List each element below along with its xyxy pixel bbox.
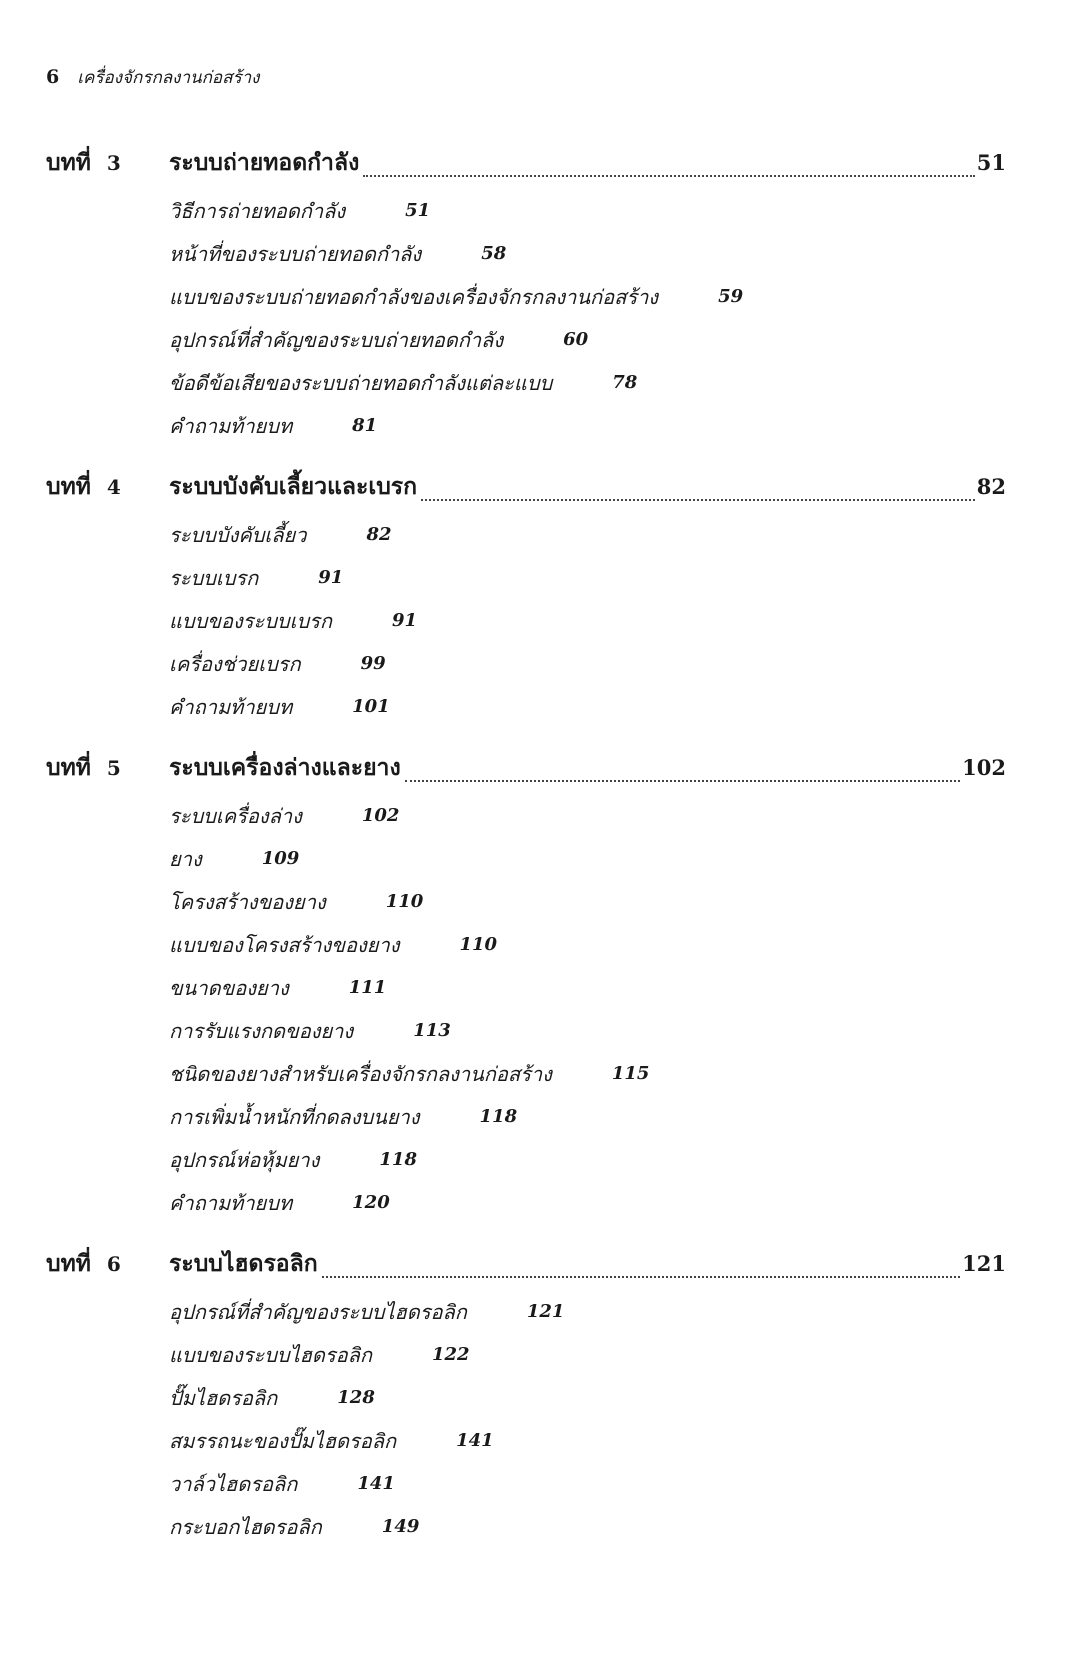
entry-page-number: 91 — [318, 567, 344, 588]
toc-entry — [169, 1095, 1006, 1138]
entry-page-number: 120 — [352, 1192, 390, 1213]
entry-page-number: 91 — [392, 610, 418, 631]
entry-title: โครงสร้างของยาง — [169, 889, 326, 914]
chapter-page-number: 121 — [962, 1251, 1006, 1276]
chapter-number: 3 — [106, 151, 121, 175]
chapter-heading — [46, 1246, 1006, 1290]
entry-page-number: 101 — [352, 696, 390, 717]
chapter-heading — [46, 750, 1006, 794]
entry-page-number: 58 — [481, 243, 507, 264]
chapter-number: 5 — [106, 756, 121, 780]
entry-title: ข้อดีข้อเสียของระบบถ่ายทอดกำลังแต่ละแบบ — [169, 370, 553, 395]
entry-title: คำถามท้ายบท — [169, 1190, 293, 1215]
chapter-number: 4 — [106, 475, 121, 499]
toc-entry — [169, 275, 1006, 318]
toc-entry — [169, 513, 1006, 556]
entry-title: ขนาดของยาง — [169, 975, 289, 1000]
entry-title: คำถามท้ายบท — [169, 413, 293, 438]
entry-page-number: 118 — [379, 1149, 417, 1170]
entry-page-number: 141 — [456, 1430, 494, 1451]
chapter-page-number: 82 — [976, 474, 1006, 499]
toc-entry — [169, 1505, 1006, 1548]
entry-page-number: 51 — [405, 200, 431, 221]
entry-list — [46, 513, 1006, 728]
entry-title: แบบของระบบไฮดรอลิก — [169, 1342, 372, 1367]
entry-title: อุปกรณ์ที่สำคัญของระบบไฮดรอลิก — [169, 1299, 467, 1324]
toc-entry — [169, 599, 1006, 642]
entry-page-number: 111 — [348, 977, 387, 998]
entry-title: ระบบเครื่องล่าง — [169, 803, 302, 828]
page-number: 6 — [46, 66, 60, 88]
chapter-label-word: บทที่ — [46, 754, 91, 781]
entry-page-number: 141 — [357, 1473, 395, 1494]
chapter-title: ระบบบังคับเลี้ยวและเบรก — [169, 474, 418, 500]
entry-list — [46, 189, 1006, 447]
entry-page-number: 82 — [366, 524, 392, 545]
chapter-label — [46, 1246, 169, 1282]
chapter-number: 6 — [106, 1252, 121, 1276]
toc-entry — [169, 404, 1006, 447]
entry-title: แบบของโครงสร้างของยาง — [169, 932, 400, 957]
entry-page-number: 110 — [385, 891, 424, 912]
chapter-heading — [46, 469, 1006, 513]
chapter-title: ระบบเครื่องล่างและยาง — [169, 755, 401, 781]
entry-title: หน้าที่ของระบบถ่ายทอดกำลัง — [169, 241, 422, 266]
entry-page-number: 81 — [352, 415, 378, 436]
entry-title: แบบของระบบเบรก — [169, 608, 332, 633]
chapter-heading — [46, 145, 1006, 189]
chapter-section — [46, 1246, 1006, 1548]
toc-entry — [169, 1419, 1006, 1462]
toc-entry — [169, 837, 1006, 880]
chapter-label — [46, 750, 169, 786]
entry-page-number: 78 — [612, 372, 638, 393]
dot-leader — [322, 1275, 961, 1278]
entry-title: กระบอกไฮดรอลิก — [169, 1514, 322, 1539]
entry-page-number: 115 — [611, 1063, 650, 1084]
entry-page-number: 121 — [526, 1301, 565, 1322]
toc-entry — [169, 880, 1006, 923]
entry-list — [46, 794, 1006, 1224]
entry-page-number: 99 — [360, 653, 386, 674]
chapter-page-number: 51 — [976, 150, 1006, 175]
toc-entry — [169, 556, 1006, 599]
entry-page-number: 128 — [337, 1387, 375, 1408]
toc-entry — [169, 361, 1006, 404]
entry-title: การรับแรงกดของยาง — [169, 1018, 354, 1043]
toc-entry — [169, 1181, 1006, 1224]
entry-title: การเพิ่มน้ำหนักที่กดลงบนยาง — [169, 1104, 420, 1129]
toc-entry — [169, 232, 1006, 275]
toc-entry — [169, 642, 1006, 685]
chapter-label — [46, 469, 169, 505]
entry-title: ปั๊มไฮดรอลิก — [169, 1385, 278, 1410]
toc-entry — [169, 794, 1006, 837]
entry-title: เครื่องช่วยเบรก — [169, 651, 301, 676]
toc-entry — [169, 923, 1006, 966]
dot-leader — [363, 174, 974, 177]
entry-title: คำถามท้ายบท — [169, 694, 293, 719]
entry-title: วาล์วไฮดรอลิก — [169, 1471, 298, 1496]
chapter-section — [46, 750, 1006, 1224]
toc-entry — [169, 1052, 1006, 1095]
chapter-title: ระบบถ่ายทอดกำลัง — [169, 150, 360, 176]
toc-entry — [169, 685, 1006, 728]
toc-entry — [169, 189, 1006, 232]
chapter-section — [46, 145, 1006, 447]
entry-title: สมรรถนะของปั๊มไฮดรอลิก — [169, 1428, 397, 1453]
chapter-page-number: 102 — [962, 755, 1006, 780]
toc-entry — [169, 1290, 1006, 1333]
entry-page-number: 110 — [459, 934, 498, 955]
entry-page-number: 102 — [361, 805, 400, 826]
chapter-label-word: บทที่ — [46, 1250, 91, 1277]
toc-entry — [169, 1376, 1006, 1419]
entry-title: ยาง — [169, 846, 202, 871]
table-of-contents — [46, 145, 1006, 1570]
entry-page-number: 59 — [718, 286, 744, 307]
entry-title: ระบบบังคับเลี้ยว — [169, 522, 307, 547]
book-title: เครื่องจักรกลงานก่อสร้าง — [77, 68, 260, 88]
entry-title: แบบของระบบถ่ายทอดกำลังของเครื่องจักรกลงานก่อสร้าง — [169, 284, 659, 309]
entry-title: ชนิดของยางสำหรับเครื่องจักรกลงานก่อสร้าง — [169, 1061, 552, 1086]
dot-leader — [421, 498, 975, 501]
entry-page-number: 113 — [413, 1020, 451, 1041]
entry-title: อุปกรณ์ห่อหุ้มยาง — [169, 1147, 320, 1172]
toc-entry — [169, 1462, 1006, 1505]
dot-leader — [405, 779, 960, 782]
entry-list — [46, 1290, 1006, 1548]
entry-page-number: 122 — [431, 1344, 470, 1365]
toc-entry — [169, 1009, 1006, 1052]
entry-title: อุปกรณ์ที่สำคัญของระบบถ่ายทอดกำลัง — [169, 327, 504, 352]
toc-entry — [169, 318, 1006, 361]
toc-entry — [169, 1333, 1006, 1376]
entry-page-number: 109 — [261, 848, 300, 869]
chapter-label-word: บทที่ — [46, 149, 91, 176]
toc-entry — [169, 1138, 1006, 1181]
entry-title: ระบบเบรก — [169, 565, 259, 590]
entry-page-number: 149 — [381, 1516, 420, 1537]
chapter-label — [46, 145, 169, 181]
entry-title: วิธีการถ่ายทอดกำลัง — [169, 198, 346, 223]
toc-entry — [169, 966, 1006, 1009]
page-header — [46, 64, 259, 91]
chapter-section — [46, 469, 1006, 728]
chapter-label-word: บทที่ — [46, 473, 91, 500]
chapter-title: ระบบไฮดรอลิก — [169, 1251, 318, 1277]
entry-page-number: 60 — [563, 329, 589, 350]
entry-page-number: 118 — [479, 1106, 518, 1127]
